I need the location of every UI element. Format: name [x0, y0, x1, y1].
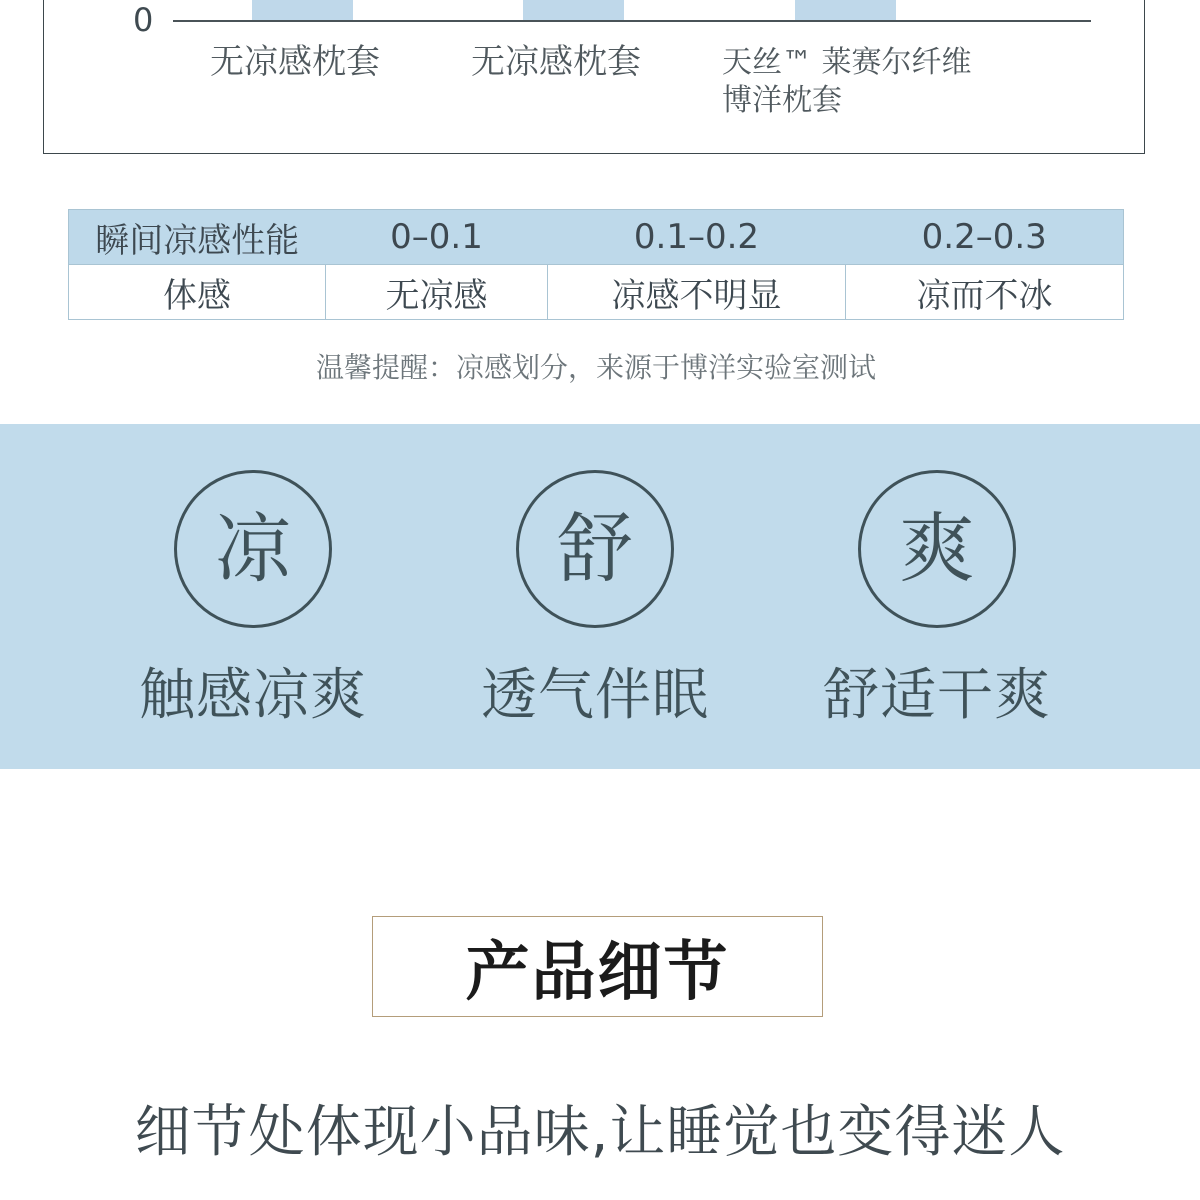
table-header-cell: 瞬间凉感性能 [69, 210, 326, 265]
cooling-performance-table [68, 209, 1124, 320]
bar-label-2: 无凉感枕套 [471, 42, 641, 82]
bar-label-3 [722, 44, 1022, 120]
table-header-cell: 0.2–0.3 [846, 210, 1124, 265]
bar-1 [252, 0, 353, 20]
table-cell: 无凉感 [326, 265, 548, 320]
bar-label-1: 无凉感枕套 [210, 42, 380, 82]
feature-dry-label: 舒适干爽 [823, 663, 1051, 728]
product-details-tagline: 细节处体现小品味,让睡觉也变得迷人 [134, 1100, 1066, 1165]
table-header-cell: 0–0.1 [326, 210, 548, 265]
bar-label-3-line-2: 博洋枕套 [722, 83, 842, 118]
feature-comfort [445, 470, 745, 728]
product-details-heading-box [372, 916, 823, 1017]
feature-comfort-circle-icon: 舒 [516, 470, 674, 628]
feature-cool-circle-icon: 凉 [174, 470, 332, 628]
table-header-cell: 0.1–0.2 [548, 210, 846, 265]
feature-comfort-label: 透气伴眠 [481, 663, 709, 728]
feature-cool [103, 470, 403, 728]
table-row [69, 265, 1124, 320]
bar-label-3-line-1: 天丝™ 莱赛尔纤维 [722, 45, 972, 80]
feature-band [0, 424, 1200, 769]
bar-2 [523, 0, 624, 20]
bar-3 [795, 0, 896, 20]
chart-frame [43, 0, 1145, 154]
table-cell: 凉而不冰 [846, 265, 1124, 320]
table-cell: 凉感不明显 [548, 265, 846, 320]
feature-cool-label: 触感凉爽 [139, 663, 367, 728]
table-cell: 体感 [69, 265, 326, 320]
product-details-title: 产品细节 [465, 935, 730, 1010]
feature-dry-circle-icon: 爽 [858, 470, 1016, 628]
table-header-row [69, 210, 1124, 265]
x-axis-baseline [173, 20, 1091, 22]
test-source-note: 温馨提醒：凉感划分，来源于博洋实验室测试 [315, 351, 876, 384]
feature-dry [787, 470, 1087, 728]
y-axis-tick-zero: 0 [133, 1, 154, 39]
